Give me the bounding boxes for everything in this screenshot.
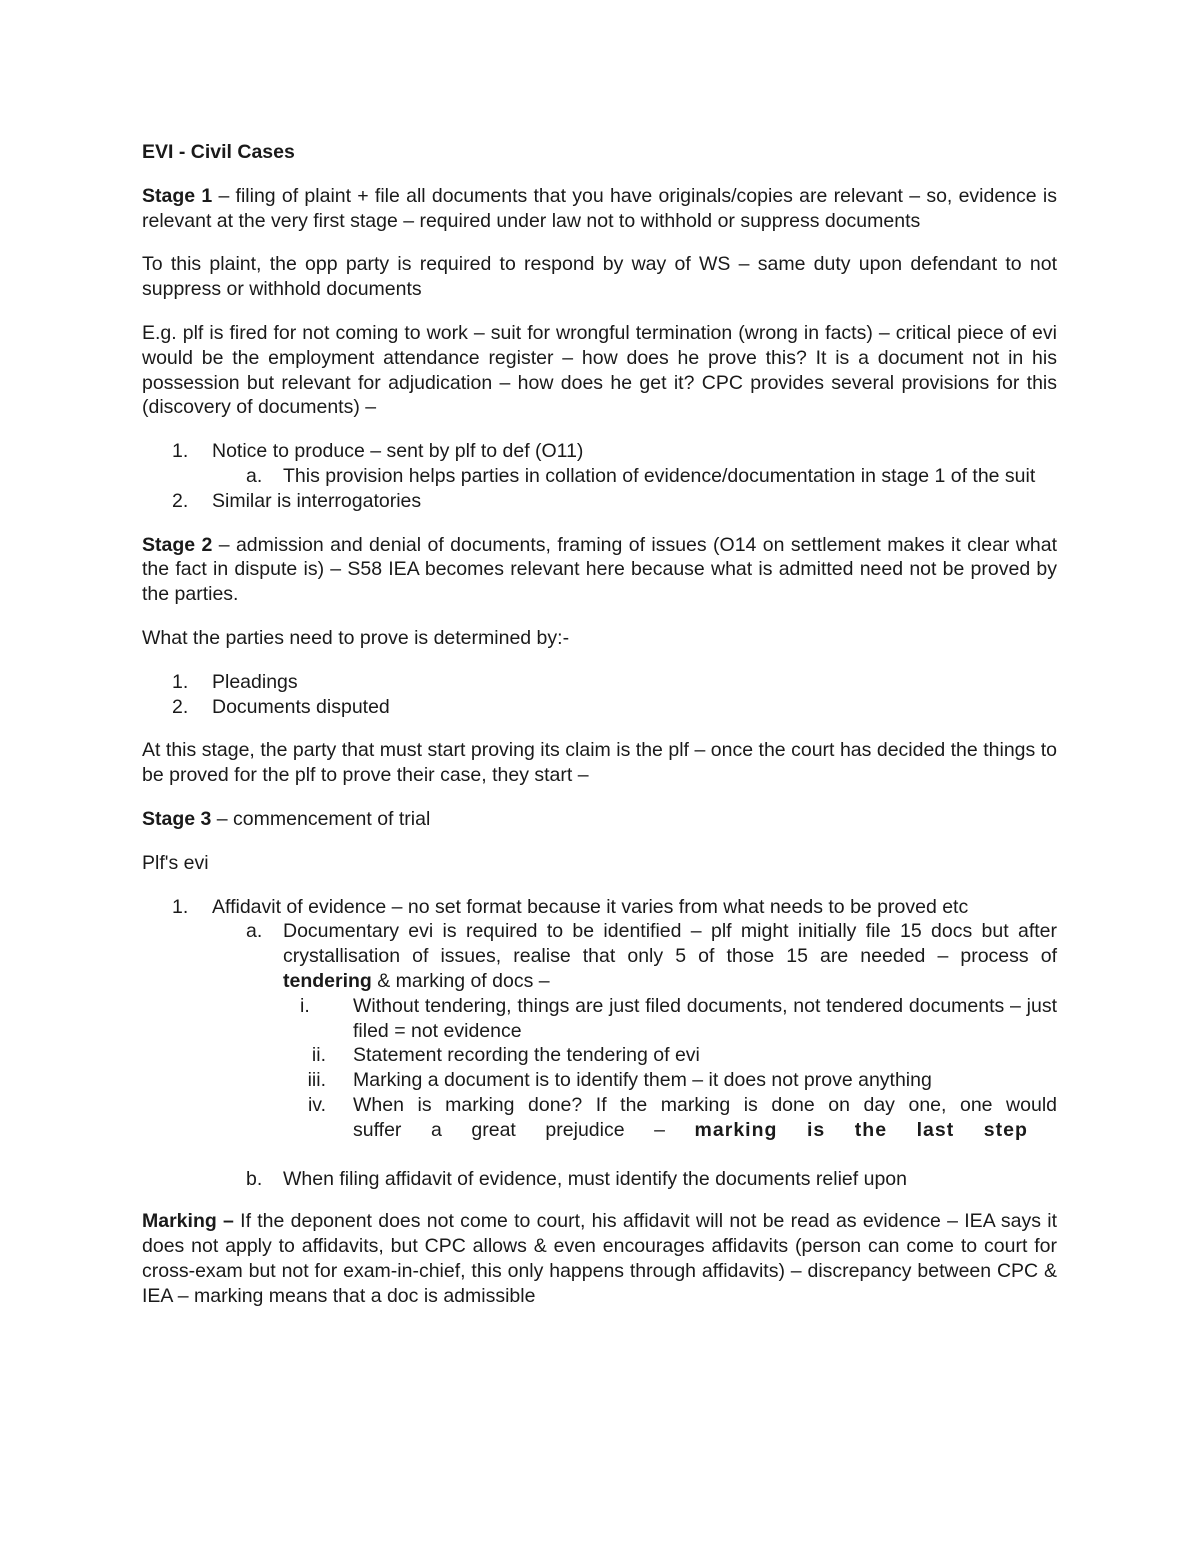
list-number: 2. (172, 695, 189, 718)
word: a (430, 1118, 442, 1141)
list-item-text: Pleadings (212, 670, 298, 693)
list-item (142, 919, 1057, 993)
stage-1-label: Stage 1 (142, 184, 213, 207)
document-title: EVI - Civil Cases (142, 141, 295, 163)
list-item-text: Without tendering, things are just filed documents, not tendered documents – just filed = not evidence (353, 994, 1057, 1042)
list-number: 1. (172, 440, 189, 463)
bold-word: step (983, 1118, 1028, 1141)
stage-1-text: – filing of plaint + file all documents that you have originals/copies are relevant – so, evidence is relevant at the very first stage – required under law not to withhold or suppress documents (142, 184, 1057, 232)
list-item (142, 1043, 1057, 1068)
list-roman: ii. (311, 1044, 326, 1067)
word: great (471, 1118, 516, 1141)
list-roman: iii. (307, 1069, 326, 1092)
discovery-list (142, 439, 1057, 513)
list-roman: i. (300, 994, 310, 1017)
list-item-text: Similar is interrogatories (212, 489, 422, 512)
list-item-text: Affidavit of evidence – no set format because it varies from what needs to be proved etc (212, 895, 969, 918)
bold-word: last (916, 1118, 955, 1141)
prove-list (142, 670, 1057, 720)
list-item (142, 670, 1057, 695)
list-item-text: Marking a document is to identify them – it does not prove anything (353, 1069, 932, 1092)
ws-paragraph: To this plaint, the opp party is required to respond by way of WS – same duty upon defendant to not suppress or withhold documents (142, 253, 1057, 301)
word: suffer (353, 1118, 402, 1141)
stage-1-paragraph (142, 184, 1057, 234)
list-item (142, 464, 1057, 489)
list-item-text: When is marking done? If the marking is done on day one, one would (353, 1093, 1057, 1116)
list-item-text: Documentary evi is required to be identified – plf might initially file 15 docs but after crystallisation of issues, realise that only 5 of those 15 are needed – process of (283, 920, 1057, 968)
tendering-bold: tendering (283, 969, 372, 992)
list-item (142, 695, 1057, 720)
list-letter: b. (246, 1167, 263, 1190)
list-letter: a. (246, 920, 263, 943)
document-page (142, 140, 1057, 1327)
marking-text: If the deponent does not come to court, his affidavit will not be read as evidence – IEA says it does not apply to affidavits, but CPC allows & even encourages affidavits (person can come to court for cross-exam but not for exam-in-chief, this only happens through affidavits) – discrepancy between CPC & IEA – marking means that a doc is admissible (142, 1210, 1058, 1307)
list-item-text: This provision helps parties in collation of evidence/documentation in stage 1 of the suit (283, 464, 1036, 487)
stage-paragraph: At this stage, the party that must start proving its claim is the plf – once the court has decided the things to be proved for the plf to prove their case, they start – (142, 739, 1057, 787)
list-item-text: Statement recording the tendering of evi (353, 1044, 700, 1067)
bold-word: is (806, 1118, 826, 1141)
example-paragraph: E.g. plf is fired for not coming to work – suit for wrongful termination (wrong in facts) – critical piece of evi would be the employment attendance register – how does he prove this? It is a document not in his possession but relevant for adjudication – how does he get it? CPC provides several provisions for this (discovery of documents) – (142, 321, 1057, 419)
stage-3-label: Stage 3 (142, 807, 212, 830)
stage-2-text: – admission and denial of documents, framing of issues (O14 on settlement makes it clear what the fact in dispute is) – S58 IEA becomes relevant here because what is admitted need not be proved by the parties. (142, 533, 1057, 606)
list-item-text: Notice to produce – sent by plf to def (O11) (212, 440, 584, 463)
list-item-text: Documents disputed (212, 695, 390, 718)
word: prejudice (545, 1118, 625, 1141)
stage-3-text: – commencement of trial (211, 807, 431, 830)
stage-3-paragraph (142, 807, 1057, 832)
prove-paragraph: What the parties need to prove is determined by:- (142, 626, 570, 649)
list-item (142, 1093, 1057, 1143)
stage-2-label: Stage 2 (142, 533, 213, 556)
list-item-text: When filing affidavit of evidence, must identify the documents relief upon (283, 1167, 907, 1190)
list-item-text-line2 (353, 1118, 1028, 1143)
list-item (142, 489, 1057, 514)
list-item (142, 1167, 1057, 1192)
plfs-evi-paragraph: Plf's evi (142, 851, 209, 874)
list-number: 2. (172, 489, 189, 512)
list-number: 1. (172, 895, 189, 918)
list-item-text-end: & marking of docs – (371, 969, 550, 992)
list-roman: iv. (307, 1093, 326, 1116)
list-number: 1. (172, 670, 189, 693)
list-item (142, 1068, 1057, 1093)
marking-label: Marking – (142, 1210, 234, 1233)
bold-word: the (854, 1118, 888, 1141)
list-item (142, 439, 1057, 464)
word: – (654, 1118, 665, 1141)
list-letter: a. (246, 464, 263, 487)
stage-2-paragraph (142, 533, 1057, 607)
list-item (142, 994, 1057, 1044)
list-item (142, 895, 1057, 920)
affidavit-list (142, 895, 1057, 1192)
bold-word: marking (694, 1118, 778, 1141)
marking-paragraph (142, 1209, 1057, 1308)
